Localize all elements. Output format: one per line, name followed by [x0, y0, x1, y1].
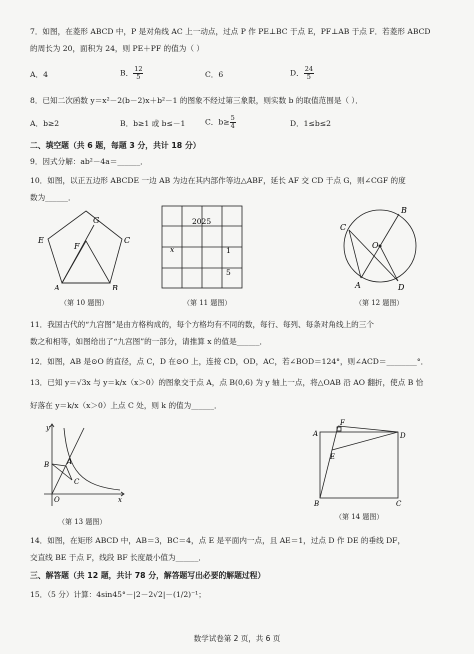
- fig10-label-c: C: [124, 236, 131, 245]
- q11-stem-line1: 11．我国古代的“九宫图”是由方格构成的，每个方格均有不同的数，每行、每列、每条对角线上的三个: [30, 320, 374, 329]
- q7-option-d-den: 5: [306, 73, 311, 81]
- q7-option-b-den: 5: [136, 73, 141, 81]
- q9-stem: 9．因式分解：ab²－4a＝______．: [30, 157, 148, 166]
- fig12-label-c: C: [340, 223, 347, 232]
- q8-option-c-num: 5: [230, 114, 235, 122]
- q7-option-a: A．4: [30, 70, 48, 79]
- q7-option-d-num: 24: [304, 65, 313, 73]
- fig10-label-a: A: [54, 284, 60, 290]
- q8-option-a: A．b≥2: [30, 119, 60, 128]
- figure-12-caption: （第 12 题图）: [355, 299, 404, 307]
- fig10-label-f: F: [74, 242, 80, 251]
- fig11-cell-2025: 2025: [192, 217, 212, 226]
- figure-13-graph: [38, 420, 128, 510]
- figure-11-caption: （第 11 题图）: [183, 299, 232, 307]
- fig13-label-x: x: [118, 496, 122, 504]
- fig13-label-b: B: [44, 461, 50, 469]
- figure-13-caption: （第 13 题图）: [58, 518, 107, 526]
- q10-stem-line2: 数为______．: [30, 193, 76, 202]
- figure-11-magic-square: [160, 204, 246, 292]
- fig11-cell-1: 1: [226, 246, 231, 255]
- q14-stem-line2: 交直线 BE 于点 F，线段 BF 长度最小值为______．: [30, 553, 206, 562]
- figure-10-pentagon: [30, 205, 140, 290]
- q7-stem-line1: 7．如图，在菱形 ABCD 中，P 是对角线 AC 上一动点，过点 P 作 PE⊥BC 于点 E，PF⊥AB 于点 F．若菱形 ABCD: [30, 27, 431, 36]
- q7-stem-line2: 的周长为 20，面积为 24，则 PE＋PF 的值为（ ）: [30, 44, 204, 53]
- fig11-cell-x: x: [170, 245, 175, 254]
- fig14-label-a: A: [313, 430, 319, 438]
- section-3-heading: 三、解答题（共 12 题，共计 78 分，解答题写出必要的解题过程）: [30, 571, 266, 580]
- section-2-heading: 二、填空题（共 6 题，每题 3 分，共计 18 分）: [30, 141, 201, 150]
- fig12-center-point: [379, 245, 382, 248]
- figure-10-caption: （第 10 题图）: [60, 299, 109, 307]
- q8-option-c-prefix: C．b≥: [205, 117, 230, 127]
- q12-stem: 12．如图，AB 是⊙O 的直径，点 C，D 在⊙O 上，连接 CD，OD，AC，若∠BOD＝124°，则∠ACD＝________°．: [30, 357, 429, 366]
- q7-option-b-frac: [133, 66, 143, 81]
- figure-14-rectangle: [308, 416, 408, 508]
- q11-stem-line2: 数之和相等，如图给出了“九宫图”的一部分，请推算 x 的值是______．: [30, 337, 268, 346]
- figure-14-caption: （第 14 题图）: [335, 513, 384, 521]
- q10-stem-line1: 10．如图，以正五边形 ABCDE 一边 AB 为边在其内部作等边△ABF，延长 AF 交 CD 于点 G，则∠CGF 的度: [30, 176, 406, 185]
- fig14-label-c: C: [396, 500, 402, 508]
- q7-option-b-prefix: B．: [120, 68, 134, 78]
- q8-stem: 8．已知二次函数 y＝x²－2(b－2)x＋b²－1 的图象不经过第三象限，则实数 b 的取值范围是（ ）．: [30, 96, 363, 105]
- q8-option-c: [205, 115, 236, 130]
- fig11-cell-5: 5: [226, 268, 231, 277]
- fig14-label-d: D: [400, 432, 406, 440]
- fig14-label-e: E: [330, 453, 336, 461]
- q7-option-b-num: 12: [134, 65, 143, 73]
- fig12-label-b: B: [401, 206, 407, 215]
- fig13-label-a: A: [67, 458, 73, 466]
- q13-stem-line2: 好落在 y＝k/x（x＞0）上点 C 处，则 k 的值为______．: [30, 401, 222, 410]
- q15-stem: [30, 590, 206, 600]
- q15-prefix: 15．（5 分）计算：: [30, 590, 97, 599]
- q7-option-d: [290, 66, 314, 81]
- fig13-label-c: C: [74, 478, 80, 486]
- fig14-label-f: F: [340, 419, 345, 427]
- fig14-label-b: B: [314, 500, 320, 508]
- page-footer: 数学试卷第 2 页，共 6 页: [193, 634, 281, 643]
- q14-stem-line1: 14．如图，在矩形 ABCD 中，AB＝3，BC＝4，点 E 是平面内一点，且 AE＝1，过点 D 作 DE 的垂线 DF，: [30, 536, 406, 545]
- q8-option-c-frac: [230, 115, 236, 130]
- fig10-label-g: G: [93, 216, 100, 225]
- q7-option-b: [120, 66, 143, 81]
- q13-stem-line1: 13．已知 y＝√3x 与 y＝k/x（x＞0）的图象交于点 A，点 B(0,6) 为 y 轴上一点，将△OAB 沿 AO 翻折，使点 B 恰: [30, 378, 424, 387]
- q7-option-d-prefix: D．: [290, 68, 304, 78]
- q7-option-c: C．6: [205, 70, 224, 79]
- fig12-label-d: D: [398, 283, 405, 292]
- fig13-label-y: y: [46, 424, 50, 432]
- q15-expression: 4sin45°－|2－2√2|－(1/2)⁻¹；: [96, 590, 206, 599]
- q8-option-c-den: 4: [230, 122, 235, 130]
- fig10-label-b: B: [112, 284, 118, 290]
- fig10-label-e: E: [38, 236, 44, 245]
- fig12-label-o: O: [372, 241, 379, 250]
- q8-option-b: B．b≥1 或 b≤－1: [120, 119, 186, 128]
- fig13-label-o: O: [54, 496, 60, 504]
- fig12-label-a: A: [355, 281, 361, 290]
- figure-12-circle: [335, 198, 425, 294]
- q7-option-d-frac: [304, 66, 314, 81]
- q8-option-d: D．1≤b≤2: [290, 119, 331, 128]
